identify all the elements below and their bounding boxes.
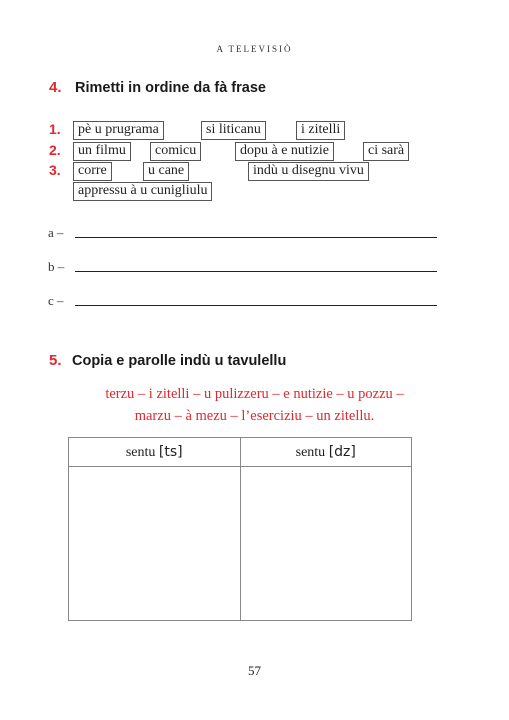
word-tile[interactable]: u cane (143, 162, 189, 181)
answer-label-c: c – (48, 293, 64, 308)
row-number-3: 3. (49, 162, 61, 178)
phoneme-dz: [dz] (328, 443, 356, 460)
row-number-2: 2. (49, 142, 61, 158)
column-header-ts (69, 438, 241, 467)
answer-line-c[interactable] (75, 305, 437, 306)
word-tile[interactable]: dopu à e nutizie (235, 142, 334, 161)
word-tile[interactable]: indù u disegnu vivu (248, 162, 369, 181)
column-header-prefix: sentu (295, 444, 326, 460)
exercise-4-title: Rimetti in ordine da fà frase (75, 80, 266, 96)
word-tile[interactable]: un filmu (73, 142, 131, 161)
exercise-5-title: Copia e parolle indù u tavulellu (72, 353, 287, 369)
word-tile[interactable]: i zitelli (296, 121, 345, 140)
answer-label-a: a – (48, 225, 64, 240)
word-tile[interactable]: comicu (150, 142, 201, 161)
word-list-line-2: marzu – à mezu – l’eserciziu – un zitellu. (134, 408, 375, 424)
answer-label-b: b – (48, 259, 65, 274)
word-tile[interactable]: corre (73, 162, 112, 181)
phoneme-ts: [ts] (158, 443, 183, 460)
exercise-5-number: 5. (49, 352, 62, 369)
answer-line-b[interactable] (75, 271, 437, 272)
word-tile[interactable]: pè u prugrama (73, 121, 164, 140)
column-header-dz (240, 438, 412, 467)
word-tile[interactable]: si liticanu (201, 121, 266, 140)
answer-cell-dz[interactable] (240, 467, 412, 621)
column-header-prefix: sentu (125, 444, 156, 460)
word-tile[interactable]: appressu à u cunigliulu (73, 182, 212, 201)
exercise-4-number: 4. (49, 79, 62, 96)
answer-line-a[interactable] (75, 237, 437, 238)
row-number-1: 1. (49, 121, 61, 137)
page-header: A TELEVISIÒ (216, 44, 293, 54)
word-list-line-1: terzu – i zitelli – u pulizzeru – e nutizie – u pozzu – (105, 386, 404, 402)
answer-cell-ts[interactable] (69, 467, 241, 621)
word-tile[interactable]: ci sarà (363, 142, 409, 161)
sorting-table (68, 437, 412, 621)
page-number: 57 (248, 663, 261, 678)
